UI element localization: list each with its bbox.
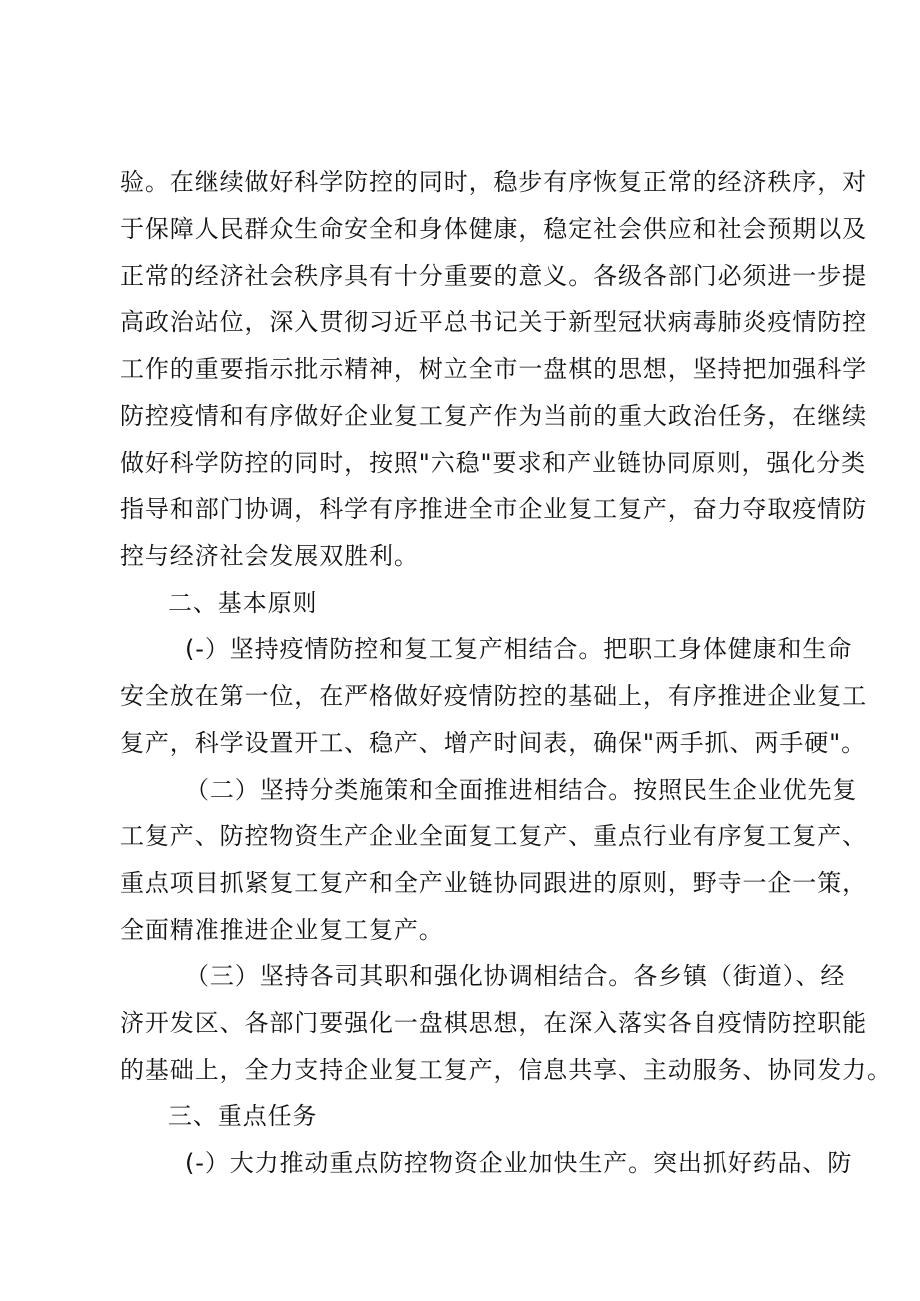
body-text-line: 控与经济社会发展双胜利。 xyxy=(120,542,419,570)
paragraph-first-line: （三）坚持各司其职和强化协调相结合。各乡镇（街道）、经 xyxy=(185,962,846,990)
body-text-line: 济开发区、各部门要强化一盘棋思想，在深入落实各自疫情防控职能 xyxy=(120,1009,867,1037)
body-text-line: 防控疫情和有序做好企业复工复产作为当前的重大政治任务，在继续 xyxy=(120,402,867,430)
body-text-line: 工复产、防控物资生产企业全面复工复产、重点行业有序复工复产、 xyxy=(120,822,867,850)
body-text-line: 复产，科学设置开工、稳产、增产时间表，确保"两手抓、两手硬"。 xyxy=(120,729,866,757)
body-text-line: 于保障人民群众生命安全和身体健康，稳定社会供应和社会预期以及 xyxy=(120,215,867,243)
paragraph-first-line: (-）坚持疫情防控和复工复产相结合。把职工身体健康和生命 xyxy=(185,635,853,663)
paragraph-first-line: (-）大力推动重点防控物资企业加快生产。突出抓好药品、防 xyxy=(185,1149,853,1177)
body-text-line: 工作的重要指示批示精神，树立全市一盘棋的思想，坚持把加强科学 xyxy=(120,355,867,383)
body-text-line: 的基础上，全力支持企业复工复产，信息共享、主动服务、协同发力。 xyxy=(120,1056,892,1084)
body-text-line: 重点项目抓紧复工复产和全产业链协同跟进的原则，野寺一企一策， xyxy=(120,869,867,897)
section-heading: 二、基本原则 xyxy=(168,589,318,617)
body-text-line: 验。在继续做好科学防控的同时，稳步有序恢复正常的经济秩序，对 xyxy=(120,168,867,196)
body-text-line: 全面精准推进企业复工复产。 xyxy=(120,916,444,944)
body-text-line: 高政治站位，深入贯彻习近平总书记关于新型冠状病毒肺炎疫情防控 xyxy=(120,308,867,336)
paragraph-first-line: （二）坚持分类施策和全面推进相结合。按照民生企业优先复 xyxy=(185,776,858,804)
body-text-line: 做好科学防控的同时，按照"六稳"要求和产业链协同原则，强化分类 xyxy=(120,449,866,477)
body-text-line: 安全放在第一位，在严格做好疫情防控的基础上，有序推进企业复工 xyxy=(120,682,867,710)
body-text-line: 指导和部门协调，科学有序推进全市企业复工复产，奋力夺取疫情防 xyxy=(120,495,867,523)
section-heading: 三、重点任务 xyxy=(168,1102,318,1130)
body-text-line: 正常的经济社会秩序具有十分重要的意义。各级各部门必须进一步提 xyxy=(120,262,867,290)
